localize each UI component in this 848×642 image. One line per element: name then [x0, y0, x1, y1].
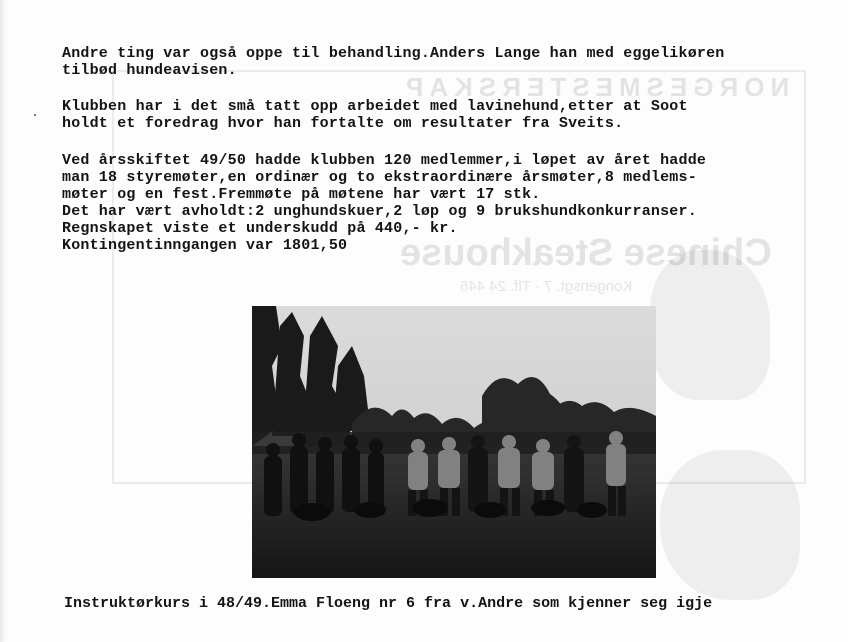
bleed-through-dog-silhouette [650, 250, 770, 400]
bleed-through-dog-silhouette-lower [660, 450, 800, 600]
text-line: Kontingentinngangen var 1801,50 [62, 237, 348, 254]
bleed-through-address: Kongensgt. 7 - Tlf. 24 446 [460, 278, 633, 295]
margin-mark [34, 114, 36, 116]
text-line: Det har vært avholdt:2 unghundskuer,2 løp og 9 brukshundkonkurranser. [62, 203, 697, 220]
bleed-through-heading: NORGESMESTERSKAP [400, 72, 790, 102]
text-line: Klubben har i det små tatt opp arbeidet med lavinehund,etter at Soot [62, 98, 688, 115]
page-edge-shadow [0, 0, 6, 642]
paragraph-avalanche-dogs [62, 98, 688, 132]
photo-caption: Instruktørkurs i 48/49.Emma Floeng nr 6 fra v.Andre som kjenner seg igje [64, 595, 713, 612]
paragraph-year-summary [62, 152, 706, 254]
text-line: Regnskapet viste et underskudd på 440,- kr. [62, 220, 458, 237]
bleed-through-restaurant: Chinese Steakhouse [400, 232, 772, 274]
group-photo [252, 306, 656, 578]
text-line: holdt et foredrag hvor han fortalte om resultater fra Sveits. [62, 115, 624, 132]
text-line: tilbød hundeavisen. [62, 62, 237, 79]
text-line: Ved årsskiftet 49/50 hadde klubben 120 medlemmer,i løpet av året hadde [62, 152, 707, 169]
paragraph-meeting-topics [62, 45, 725, 79]
text-line: Andre ting var også oppe til behandling.Anders Lange han med eggelikøren [62, 45, 725, 62]
text-line: man 18 styremøter,en ordinær og to ekstraordinære årsmøter,8 medlems- [62, 169, 697, 186]
text-line: møter og en fest.Fremmøte på møtene har vært 17 stk. [62, 186, 541, 203]
